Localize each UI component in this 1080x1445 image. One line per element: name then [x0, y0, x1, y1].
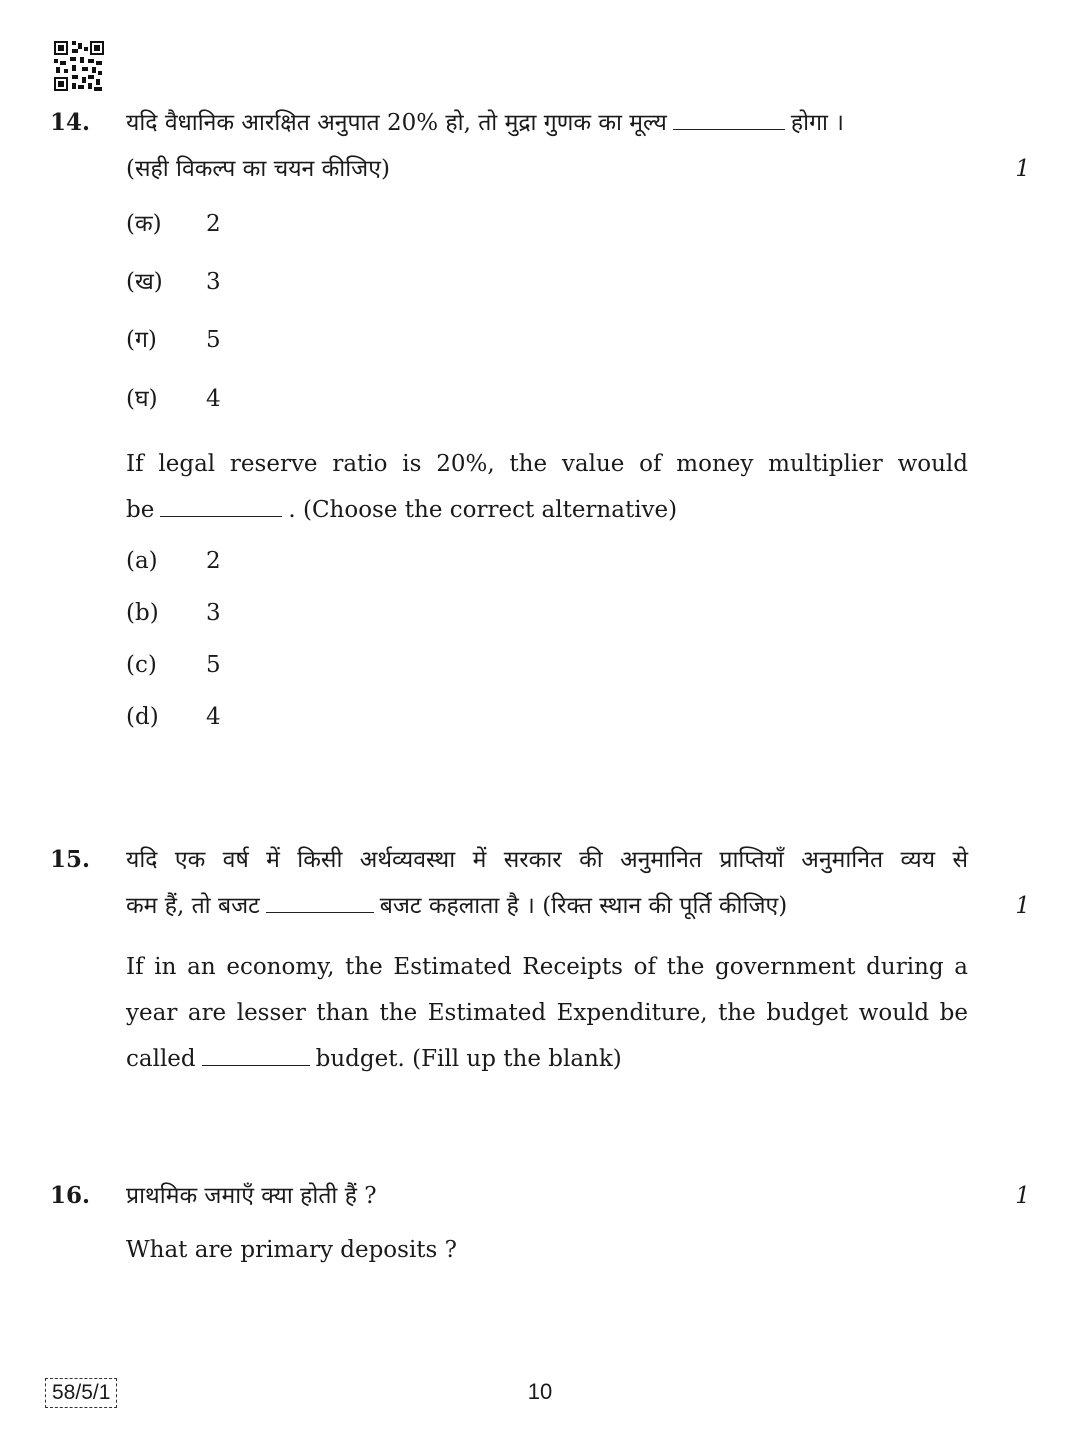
- option-b: [126, 593, 221, 633]
- option-label: (क): [126, 211, 162, 237]
- option-label: (ख): [126, 269, 163, 295]
- question-text-part: year are lesser than the Estimated Expenditure, the budget would be: [126, 1000, 968, 1026]
- question-text-english: What are primary deposits ?: [126, 1237, 457, 1263]
- question-instruction-hindi: (सही विकल्प का चयन कीजिए): [126, 156, 390, 182]
- option-value: 4: [206, 386, 221, 412]
- question-text-part: If in an economy, the Estimated Receipts of the government during a: [126, 954, 968, 980]
- paper-code-box: 58/5/1: [45, 1378, 117, 1408]
- question-text-hindi: यदि एक वर्ष में किसी अर्थव्यवस्था में सरकार की अनुमानित प्राप्तियाँ अनुमानित व्यय से: [126, 847, 968, 873]
- question-text-part: If legal reserve ratio is 20%, the value of money multiplier would: [126, 451, 968, 477]
- option-value: 2: [206, 548, 221, 574]
- option-ka: [126, 204, 221, 244]
- option-c: [126, 645, 221, 685]
- option-label: (c): [126, 652, 157, 678]
- question-text-english: [126, 441, 968, 533]
- question-text-part: बजट कहलाता है । (रिक्त स्थान की पूर्ति कीजिए): [379, 893, 788, 919]
- question-text-part: budget. (Fill up the blank): [315, 1046, 622, 1072]
- option-gha: [126, 379, 221, 419]
- question-text-part: यदि वैधानिक आरक्षित अनुपात 20% हो, तो मुद्रा गुणक का मूल्य: [126, 110, 667, 136]
- marks: 1: [1015, 893, 1030, 919]
- option-label: (a): [126, 548, 158, 574]
- question-number: 14.: [50, 109, 91, 136]
- question-text-hindi: [126, 100, 968, 146]
- question-text-part: होगा ।: [790, 110, 845, 136]
- question-number: 15.: [50, 846, 91, 873]
- qr-code-icon: [54, 41, 104, 91]
- option-value: 5: [206, 327, 221, 353]
- option-label: (ग): [126, 327, 157, 353]
- option-value: 3: [206, 269, 221, 295]
- option-label: (b): [126, 600, 159, 626]
- option-label: (d): [126, 704, 159, 730]
- marks: 1: [1015, 1183, 1030, 1209]
- question-text-hindi-2: [126, 883, 968, 929]
- question-text-english: [126, 944, 968, 1082]
- question-number: 16.: [50, 1182, 91, 1209]
- blank-line: [160, 495, 282, 517]
- option-a: [126, 541, 221, 581]
- option-d: [126, 697, 221, 737]
- question-text-part: be: [126, 497, 155, 523]
- option-value: 3: [206, 600, 221, 626]
- option-value: 2: [206, 211, 221, 237]
- option-value: 5: [206, 652, 221, 678]
- question-text-part: . (Choose the correct alternative): [288, 497, 678, 523]
- option-ga: [126, 320, 221, 360]
- question-text-part: called: [126, 1046, 196, 1072]
- option-value: 4: [206, 704, 221, 730]
- blank-line: [202, 1044, 310, 1066]
- question-text-part: कम हैं, तो बजट: [126, 893, 260, 919]
- page-number: 10: [527, 1379, 553, 1404]
- question-text-hindi: प्राथमिक जमाएँ क्या होती हैं ?: [126, 1183, 377, 1209]
- marks: 1: [1015, 156, 1030, 182]
- blank-line: [673, 108, 785, 130]
- option-label: (घ): [126, 386, 158, 412]
- option-kha: [126, 262, 221, 302]
- blank-line: [266, 891, 374, 913]
